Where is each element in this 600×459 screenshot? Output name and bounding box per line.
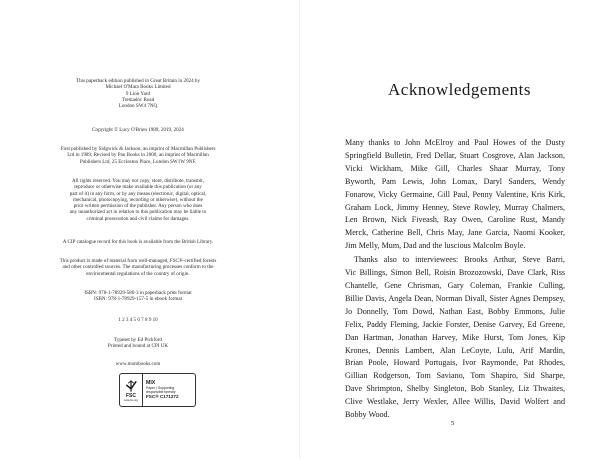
rights-line: criminal prosecution and civil claims for damages. [86, 215, 190, 222]
materials-line: environmental regulations of the country of origin. [86, 270, 190, 277]
rights-block [40, 178, 236, 222]
text-line: Many thanks to John McElroy and Paul Howes of the Dusty [345, 138, 565, 147]
fsc-logo [120, 374, 143, 406]
acknowledgements-body [345, 137, 565, 422]
text-line: Len Brown, Nick Fiveash, Ray Owen, Caroline Rust, Mandy [345, 215, 565, 225]
fsc-code: FSC® C171272 [146, 394, 179, 399]
cip-text: A CIP catalogue record for this book is available from the British Library. [62, 239, 214, 245]
isbn-line: ISBN: 978-1-78929-586-3 in paperback print format [84, 290, 192, 296]
history-line: Publishers Ltd, 25 Eccleston Place, London SW1W 9NF. [79, 158, 197, 165]
copyright-text: Copyright © Lucy O'Brien 1989, 2019, 2024 [92, 127, 184, 133]
rights-line: All rights reserved. You may not copy, store, distribute, transmit, [72, 178, 204, 184]
paragraph-interviewees [345, 254, 565, 422]
page-number: 5 [451, 420, 455, 427]
website [40, 361, 236, 367]
fsc-mix: MIX [146, 380, 156, 386]
fsc-paper-line: Paper | Supporting [146, 386, 175, 390]
acknowledgements-page [300, 0, 600, 459]
text-line: Chantelle, Gene Chrisman, Gary Coleman, Frankie Culling, [345, 280, 565, 290]
materials-line: This product is made of material from well-managed, FSC®-certified forests [59, 258, 217, 264]
rights-line: mechanical, photocopying, recording or otherwise), without the [73, 196, 203, 203]
rights-line: part of it) in any form, or by any means (electronic, digital, optical, [69, 190, 207, 197]
edition-line: Tremadoc Road [121, 96, 155, 103]
page-title: Acknowledgements [388, 80, 532, 99]
text-line: Dan Hartman, Jonathan Harvey, Mike Hurst, Tom Jones, Kip [345, 332, 565, 342]
isbn-line: ISBN: 978-1-78929-157-5 in ebook format [94, 296, 182, 303]
fsc-logo-text: FSC [126, 392, 136, 399]
tree-check-icon [124, 379, 138, 393]
text-line: Merck, Catherine Bell, Chris May, Jane Garcia, Naomi Kooker, [345, 228, 565, 238]
rights-line: reproduce or otherwise make available this publication (or any [74, 184, 202, 191]
text-line: Gillian Rodgerson, Tom Saviano, Tom Shapiro, Sid Sharpe, [345, 371, 565, 381]
text-line: Clive Westlake, Jerry Wexler, Allee Willis, David Wolfert and [345, 397, 565, 407]
text-line: Vic Billings, Simon Bell, Roisin Brozozowski, Dave Clark, Riss [345, 268, 565, 278]
rights-line: any unauthorized act in relation to this publication may be liable to [69, 209, 207, 216]
typeset-line: Printed and bound at CPI UK [107, 343, 169, 350]
copyright-line [40, 127, 236, 133]
fsc-paper-line: responsible forestry [146, 390, 176, 394]
fsc-logo-url: www.fsc.org [124, 398, 138, 402]
fsc-info [143, 374, 195, 406]
cip-line [40, 239, 236, 245]
text-line: Fonarow, Vicky Germaine, Gill Paul, Penny Valentine, Kris Kirk, [345, 189, 565, 199]
text-line: Graham Lock, Jimmy Henney, Steve Rowley, Murray Chalmers, [345, 202, 565, 212]
text-line: Thanks also to interviewees: Brooks Arthur, Steve Barri, [354, 255, 565, 265]
typeset-block [40, 337, 236, 350]
text-line: Billie Davis, Angela Dean, Norman Divall, Sister Agnes Dempsey, [345, 293, 565, 303]
edition-line: London SW4 7NQ [118, 103, 158, 110]
text-line: Krones, Dennis Lambert, Alan LeCoyte, Lulu, Arif Mardin, [345, 345, 565, 355]
history-line: First published by Sidgwick & Jackson, an imprint of Macmillan Publishers [60, 146, 216, 152]
text-line: Vicki Wickham, Mike Gill, Charles Shaar Murray, Tony [345, 163, 565, 173]
typeset-line: Typeset by Ed Pickford [114, 337, 162, 343]
edition-line: 9 Lion Yard [125, 90, 151, 97]
isbn-block [40, 290, 236, 303]
text-line: Brian Poole, Howard Portugais, Ivor Raymonde, Pat Rhodes, [345, 358, 565, 368]
text-line: Felix, Paddy Fleming, Jackie Forster, Denise Garvey, Ed Greene, [345, 319, 565, 329]
rights-line: prior written permission of the publisher. Any person who does [73, 203, 203, 210]
fsc-label [119, 373, 196, 407]
paragraph-thanks [345, 137, 565, 253]
history-line: Ltd in 1989; Revised by Pan Books in 2000, an imprint of Macmillan [67, 152, 209, 159]
text-line: Jim Melly, Mum, Dad and the luscious Malcolm Boyle. [345, 241, 526, 251]
text-line: Dave Shrimpton, Shelby Singleton, Bob Stanley, Liz Thwaites, [345, 384, 565, 394]
text-line: Bobby Wood. [345, 410, 390, 420]
print-run [40, 317, 236, 323]
text-line: Byworth, Pam Lewis, John Lomax, Daryl Sanders, Wendy [345, 176, 565, 186]
text-line: Jo Donnelly, Tom Dowd, Nathan East, Bobby Emmons, Julie [345, 306, 565, 316]
publication-history [40, 146, 236, 165]
website-text: www.mombooks.com [115, 361, 161, 367]
edition-line: Michael O'Mara Books Limited [105, 84, 171, 91]
edition-block [40, 78, 236, 109]
print-run-text: 1 2 3 4 5 6 7 8 9 10 [118, 317, 158, 323]
edition-line: This paperback edition published in Great Britain in 2024 by [75, 78, 201, 84]
materials-line: and other controlled sources. The manufacturing processes conform to the [62, 264, 214, 271]
materials-block [40, 258, 236, 277]
text-line: Springfield Bulletin, Fred Dellar, Stuart Cosgrove, Alan Jackson, [345, 150, 565, 160]
